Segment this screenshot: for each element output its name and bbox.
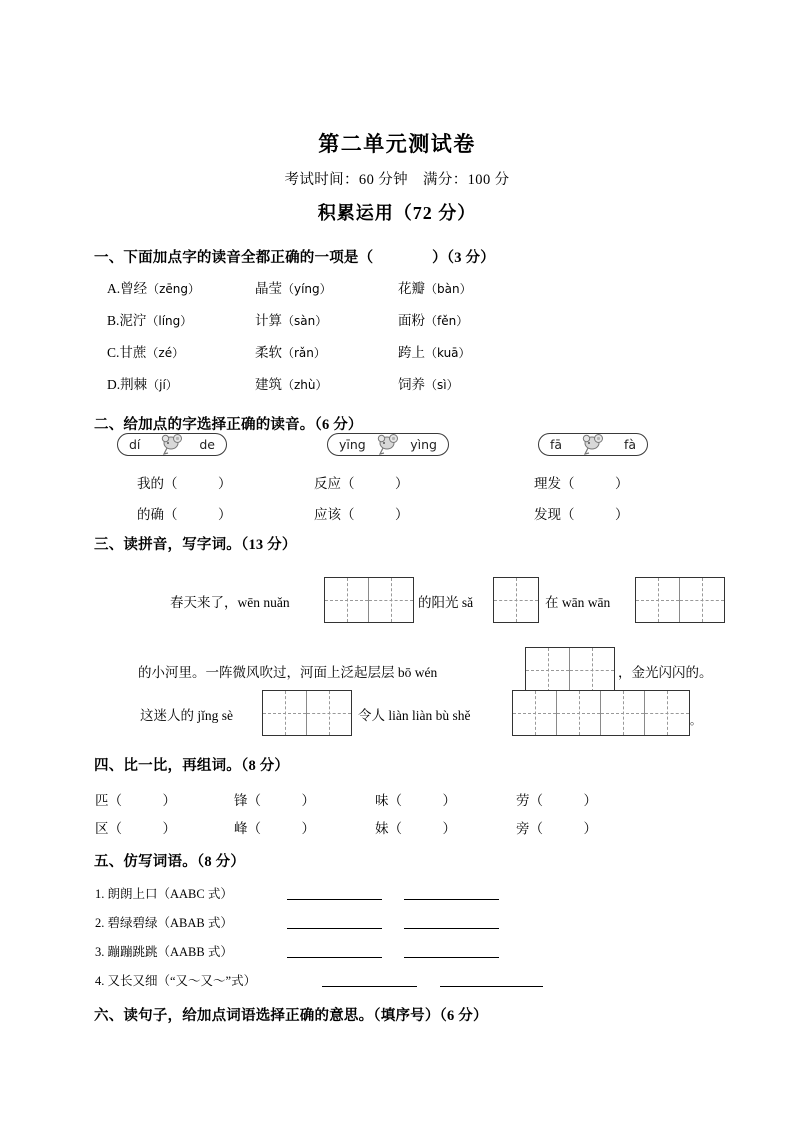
q5-item-2: 2. 碧绿碧绿（ABAB 式） bbox=[95, 916, 233, 930]
question-5-heading: 五、仿写词语。（8 分） bbox=[94, 854, 246, 870]
grid-cell[interactable] bbox=[645, 691, 689, 735]
q1-b-word-3: 面粉 bbox=[398, 313, 425, 328]
grid-cell[interactable] bbox=[325, 578, 369, 622]
q1-option-d-item-2 bbox=[255, 373, 328, 393]
q1-d-pinyin-3: （sì） bbox=[425, 378, 459, 392]
q1-c-pinyin-1: （zé） bbox=[146, 346, 185, 360]
capsule-1-right-option[interactable]: de bbox=[199, 437, 215, 452]
q1-b-pinyin-2: （sàn） bbox=[282, 314, 328, 328]
question-1-heading: 一、下面加点字的读音全都正确的一项是（ ）（3 分） bbox=[94, 250, 495, 266]
q1-option-a-item-3 bbox=[398, 277, 472, 297]
exam-meta: 考试时间：60 分钟 满分：100 分 bbox=[284, 172, 510, 188]
q1-option-b-label: B. bbox=[107, 313, 120, 328]
q1-d-word-1: 荆棘 bbox=[120, 377, 148, 392]
page-title: 第二单元测试卷 bbox=[318, 132, 476, 156]
q4-row2-item2: 峰（ ） bbox=[234, 821, 315, 836]
q2-group-3-item-1: 理发（ ） bbox=[534, 476, 629, 491]
q3-line1-text1: 春天来了，wēn nuǎn bbox=[170, 595, 290, 610]
capsule-1-left-option[interactable]: dí bbox=[129, 437, 141, 452]
q1-option-a-item-1 bbox=[107, 277, 200, 297]
mouse-icon bbox=[159, 434, 185, 456]
q5-item-3-blank-2[interactable] bbox=[404, 957, 499, 958]
q2-group-3-item-2: 发现（ ） bbox=[534, 507, 629, 522]
q1-c-word-3: 跨上 bbox=[398, 345, 425, 360]
q1-d-word-2: 建筑 bbox=[255, 377, 282, 392]
capsule-2-left-option[interactable]: yīng bbox=[339, 437, 366, 452]
capsule-3-left-option[interactable]: fā bbox=[550, 437, 563, 452]
writing-grid-sa[interactable] bbox=[493, 577, 539, 623]
q1-c-word-1: 甘蔗 bbox=[119, 345, 147, 360]
section-title-accumulation: 积累运用（72 分） bbox=[317, 203, 477, 223]
grid-cell[interactable] bbox=[513, 691, 557, 735]
q1-option-b-item-2 bbox=[255, 309, 327, 329]
q3-line2-text2: ，金光闪闪的。 bbox=[618, 665, 713, 680]
question-2-heading: 二、给加点的字选择正确的读音。（6 分） bbox=[94, 417, 363, 433]
capsule-3-right-option[interactable]: fà bbox=[623, 437, 636, 452]
q1-a-word-3: 花瓣 bbox=[398, 281, 425, 296]
q1-option-a-label: A. bbox=[107, 281, 121, 296]
q5-item-4-blank-2[interactable] bbox=[440, 986, 543, 987]
q2-group-2-item-1: 反应（ ） bbox=[314, 476, 409, 491]
grid-cell[interactable] bbox=[570, 648, 614, 692]
q1-b-word-2: 计算 bbox=[255, 313, 282, 328]
pinyin-choice-capsule-3[interactable] bbox=[538, 433, 648, 456]
q3-line1-text2: 的阳光 sǎ bbox=[418, 595, 474, 610]
q4-row1-item1: 匹（ ） bbox=[95, 793, 176, 808]
q3-line3-text2: 令人 liàn liàn bù shě bbox=[358, 708, 471, 723]
q5-item-4-blank-1[interactable] bbox=[322, 986, 417, 987]
q1-a-pinyin-3: （bàn） bbox=[425, 282, 472, 296]
q3-line3-text1: 这迷人的 jǐng sè bbox=[140, 708, 233, 723]
q1-c-pinyin-3: （kuā） bbox=[425, 346, 471, 360]
grid-cell[interactable] bbox=[307, 691, 351, 735]
q1-option-c-label: C. bbox=[107, 345, 120, 360]
grid-cell[interactable] bbox=[601, 691, 645, 735]
question-3-heading: 三、读拼音，写字词。（13 分） bbox=[94, 537, 297, 553]
grid-cell[interactable] bbox=[263, 691, 307, 735]
q4-row1-item4: 劳（ ） bbox=[516, 793, 597, 808]
grid-cell[interactable] bbox=[369, 578, 413, 622]
q4-row1-item3: 味（ ） bbox=[375, 793, 456, 808]
q5-item-1: 1. 朗朗上口（AABC 式） bbox=[95, 887, 233, 901]
grid-cell[interactable] bbox=[636, 578, 680, 622]
grid-cell[interactable] bbox=[680, 578, 724, 622]
q1-c-pinyin-2: （rǎn） bbox=[282, 346, 326, 360]
q1-b-pinyin-3: （fěn） bbox=[425, 314, 469, 328]
q1-a-word-1: 曾经 bbox=[120, 281, 148, 296]
q1-option-c-item-1 bbox=[107, 341, 184, 361]
q4-row2-item4: 旁（ ） bbox=[516, 821, 597, 836]
grid-cell[interactable] bbox=[526, 648, 570, 692]
question-4-heading: 四、比一比，再组词。（8 分） bbox=[94, 758, 290, 774]
q1-option-c-item-3 bbox=[398, 341, 471, 361]
q1-option-b-item-1 bbox=[107, 309, 192, 329]
q3-line1-text3: 在 wān wān bbox=[545, 595, 611, 610]
q1-option-a-item-2 bbox=[255, 277, 332, 297]
q5-item-4: 4. 又长又细（“又～又～”式） bbox=[95, 974, 257, 988]
q3-line3-text3: 。 bbox=[690, 715, 701, 727]
grid-cell[interactable] bbox=[557, 691, 601, 735]
q1-option-d-item-3 bbox=[398, 373, 459, 393]
q1-b-word-1: 泥泞 bbox=[119, 313, 147, 328]
q1-c-word-2: 柔软 bbox=[255, 345, 282, 360]
q4-row2-item3: 妹（ ） bbox=[375, 821, 456, 836]
q2-group-1-item-1: 我的（ ） bbox=[137, 476, 232, 491]
mouse-icon bbox=[580, 434, 606, 456]
writing-grid-jing-se[interactable] bbox=[262, 690, 352, 736]
q4-row2-item1: 区（ ） bbox=[95, 821, 176, 836]
q1-a-word-2: 晶莹 bbox=[255, 281, 282, 296]
q1-option-d-label: D. bbox=[107, 377, 121, 392]
q1-d-pinyin-2: （zhù） bbox=[282, 378, 328, 392]
q1-d-pinyin-1: （jí） bbox=[147, 378, 178, 392]
q1-a-pinyin-1: （zēng） bbox=[147, 282, 201, 296]
writing-grid-bo-wen[interactable] bbox=[525, 647, 615, 693]
q5-item-1-blank-1[interactable] bbox=[287, 899, 382, 900]
q1-option-d-item-1 bbox=[107, 373, 178, 393]
q3-line2-text1: 的小河里。一阵微风吹过，河面上泛起层层 bō wén bbox=[138, 665, 438, 680]
q2-group-1-item-2: 的确（ ） bbox=[137, 507, 232, 522]
q4-row1-item2: 锋（ ） bbox=[234, 793, 315, 808]
q1-option-c-item-2 bbox=[255, 341, 326, 361]
capsule-2-right-option[interactable]: yìng bbox=[410, 437, 437, 452]
pinyin-choice-capsule-2[interactable] bbox=[327, 433, 449, 456]
q2-group-2-item-2: 应该（ ） bbox=[314, 507, 409, 522]
q5-item-2-blank-2[interactable] bbox=[404, 928, 499, 929]
question-6-heading: 六、读句子，给加点词语选择正确的意思。（填序号）（6 分） bbox=[94, 1008, 488, 1024]
pinyin-choice-capsule-1[interactable] bbox=[117, 433, 227, 456]
writing-grid-wen-nuan[interactable] bbox=[324, 577, 414, 623]
q5-item-3-blank-1[interactable] bbox=[287, 957, 382, 958]
q1-b-pinyin-1: （líng） bbox=[146, 314, 193, 328]
q5-item-3: 3. 蹦蹦跳跳（AABB 式） bbox=[95, 945, 233, 959]
q1-a-pinyin-2: （yíng） bbox=[282, 282, 332, 296]
writing-grid-lian-lian-bu-she[interactable] bbox=[512, 690, 690, 736]
q1-d-word-3: 饲养 bbox=[398, 377, 425, 392]
q5-item-2-blank-1[interactable] bbox=[287, 928, 382, 929]
q5-item-1-blank-2[interactable] bbox=[404, 899, 499, 900]
mouse-icon bbox=[375, 434, 401, 456]
q1-option-b-item-3 bbox=[398, 309, 468, 329]
writing-grid-wan-wan[interactable] bbox=[635, 577, 725, 623]
grid-cell[interactable] bbox=[494, 578, 538, 622]
